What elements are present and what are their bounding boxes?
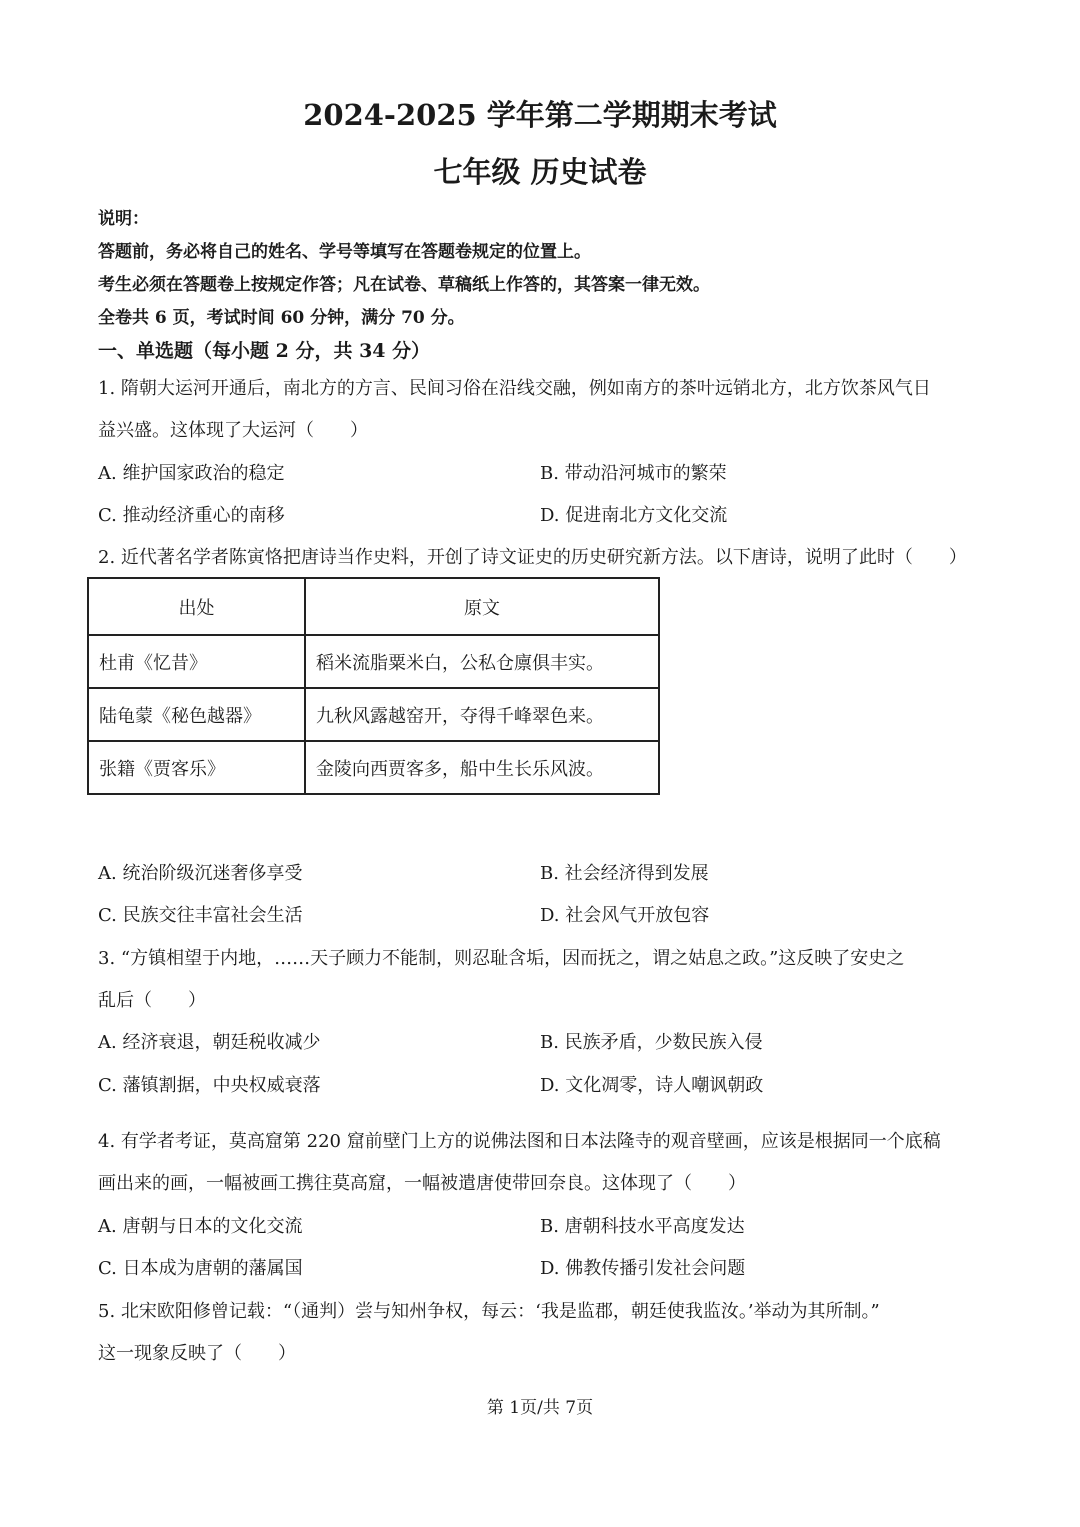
question-text: 4. 有学者考证，莫高窟第 220 窟前壁门上方的说佛法图和日本法隆寺的观音壁画，应该是根据同一个底稿 — [98, 1131, 941, 1152]
exam-title: 2024-2025 学年第二学期期末考试 — [303, 98, 777, 132]
question-text: 3. “方镇相望于内地，……天子顾力不能制，则忍耻含垢，因而抚之，谓之姑息之政。”这反映了安史之 — [98, 948, 905, 969]
option-d: D. 促进南北方文化交流 — [540, 505, 728, 526]
option-a: A. 维护国家政治的稳定 — [98, 463, 285, 484]
option-b: B. 社会经济得到发展 — [540, 863, 709, 884]
table-header-row — [88, 578, 659, 635]
table-cell: 稻米流脂粟米白，公私仓廪俱丰实。 — [305, 635, 659, 688]
option-c: C. 推动经济重心的南移 — [98, 505, 285, 526]
page-number: 第 1页/共 7页 — [486, 1398, 594, 1418]
instructions-label: 说明： — [98, 209, 149, 229]
option-d: D. 社会风气开放包容 — [540, 905, 710, 926]
question-text: 益兴盛。这体现了大运河（ ） — [98, 420, 368, 441]
question-text: 画出来的画，一幅被画工携往莫高窟，一幅被遣唐使带回奈良。这体现了（ ） — [98, 1173, 746, 1194]
source-table — [87, 577, 660, 795]
question-text: 2. 近代著名学者陈寅恪把唐诗当作史料，开创了诗文证史的历史研究新方法。以下唐诗，说明了此时（ ） — [98, 547, 967, 568]
exam-subtitle: 七年级 历史试卷 — [433, 155, 647, 189]
option-c: C. 日本成为唐朝的藩属国 — [98, 1258, 303, 1279]
table-cell: 金陵向西贾客多，船中生长乐风波。 — [305, 741, 659, 794]
table-row — [88, 635, 659, 688]
option-b: B. 唐朝科技水平高度发达 — [540, 1216, 745, 1237]
option-a: A. 经济衰退，朝廷税收减少 — [98, 1032, 321, 1053]
option-b: B. 带动沿河城市的繁荣 — [540, 463, 727, 484]
question-text: 5. 北宋欧阳修曾记载：“（通判）尝与知州争权，每云：‘我是监郡，朝廷使我监汝。’举动为其所制。” — [98, 1301, 880, 1322]
table-cell: 九秋风露越窑开，夺得千峰翠色来。 — [305, 688, 659, 741]
option-d: D. 佛教传播引发社会问题 — [540, 1258, 746, 1279]
table-header-cell: 出处 — [88, 578, 305, 635]
table-row — [88, 741, 659, 794]
question-text: 这一现象反映了（ ） — [98, 1343, 296, 1364]
table-row — [88, 688, 659, 741]
table-cell: 杜甫《忆昔》 — [88, 635, 305, 688]
option-a: A. 唐朝与日本的文化交流 — [98, 1216, 303, 1237]
option-c: C. 民族交往丰富社会生活 — [98, 905, 303, 926]
table-cell: 张籍《贾客乐》 — [88, 741, 305, 794]
option-d: D. 文化凋零，诗人嘲讽朝政 — [540, 1075, 764, 1096]
question-text: 1. 隋朝大运河开通后，南北方的方言、民间习俗在沿线交融，例如南方的茶叶远销北方，北方饮茶风气日 — [98, 378, 931, 399]
instruction-line: 答题前，务必将自己的姓名、学号等填写在答题卷规定的位置上。 — [98, 242, 591, 262]
option-c: C. 藩镇割据，中央权威衰落 — [98, 1075, 321, 1096]
option-a: A. 统治阶级沉迷奢侈享受 — [98, 863, 303, 884]
table-header-cell: 原文 — [305, 578, 659, 635]
question-text: 乱后（ ） — [98, 990, 206, 1011]
table-cell: 陆龟蒙《秘色越器》 — [88, 688, 305, 741]
option-b: B. 民族矛盾，少数民族入侵 — [540, 1032, 763, 1053]
instruction-line: 考生必须在答题卷上按规定作答；凡在试卷、草稿纸上作答的，其答案一律无效。 — [98, 275, 710, 295]
instruction-line: 全卷共 6 页，考试时间 60 分钟，满分 70 分。 — [98, 308, 465, 328]
section-heading: 一、单选题（每小题 2 分，共 34 分） — [98, 340, 431, 362]
